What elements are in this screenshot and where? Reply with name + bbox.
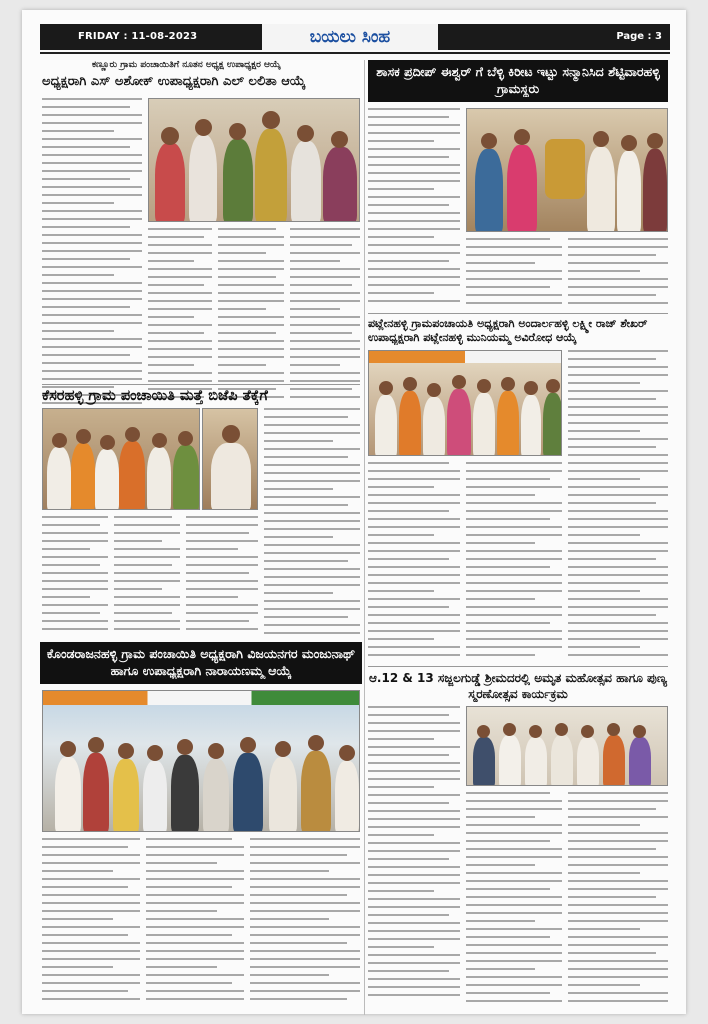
- separator: [368, 313, 668, 314]
- article-6-text-col2: [466, 792, 562, 1008]
- article-2-headline: ಶಾಸಕ ಪ್ರದೀಪ್ ಈಶ್ವರ್ ಗೆ ಬೆಳ್ಳಿ ಕಿರೀಟ ಇಟ್ಟು ಸನ್ಮಾನಿಸಿದ ಶೆಟ್ಟಿವಾರಹಳ್ಳಿ ಗ್ರಾಮಸ್ಥರು: [376, 64, 660, 96]
- article-2-photo: [466, 108, 668, 232]
- article-4-text-col1: [368, 462, 460, 662]
- article-3-photo: [42, 408, 200, 510]
- masthead: [40, 24, 670, 50]
- article-6-text-col3: [568, 792, 668, 1008]
- article-6-text-col1: [368, 706, 460, 1008]
- article-4-photo: [368, 350, 562, 456]
- newspaper-title: ಬಯಲು ಸಿಂಹ: [262, 24, 438, 50]
- article-2-text-col3: [568, 238, 668, 310]
- issue-date: FRIDAY : 11-08-2023: [78, 31, 198, 42]
- article-5-text-col2: [146, 838, 244, 1008]
- article-1-kicker: ಕಣ್ಣೂರು ಗ್ರಾಮ ಪಂಚಾಯಿತಿಗೆ ನೂತನ ಅಧ್ಯಕ್ಷ ಉಪಾಧ್ಯಕ್ಷರ ಆಯ್ಕೆ: [92, 60, 281, 70]
- article-5-photo: [42, 690, 360, 832]
- masthead-rule: [40, 52, 670, 54]
- article-4-text-col2: [466, 462, 562, 662]
- separator: [42, 384, 360, 385]
- article-3-text-col2: [114, 516, 180, 640]
- article-1-photo: [148, 98, 360, 222]
- article-5-text-col1: [42, 838, 140, 1008]
- article-4-headline: ಪಟ್ಲೇನಹಳ್ಳಿ ಗ್ರಾಮಪಂಚಾಯತಿ ಅಧ್ಯಕ್ಷರಾಗಿ ಅಂದಾರ್ಲಹಳ್ಳಿ ಲಕ್ಷ್ಮೀ ರಾಜ್ ಶೇಖರ್ ಉಪಾಧ್ಯಕ್ಷರಾಗಿ ಪಟ್ಲೇನಹಳ್ಳಿ ಮುನಿಯಮ್ಮ ಅವಿರೋಧ ಆಯ್ಕೆ: [368, 317, 648, 344]
- separator: [368, 666, 668, 667]
- article-1-text: [42, 98, 142, 410]
- article-1-text-col4: [290, 228, 360, 410]
- page-number: Page : 3: [616, 31, 662, 42]
- article-2-headline-box: [368, 60, 668, 102]
- article-2-text-col2: [466, 238, 562, 310]
- article-2-text-col1: [368, 108, 460, 310]
- article-1-headline: ಅಧ್ಯಕ್ಷರಾಗಿ ಎಸ್ ಅಶೋಕ್ ಉಪಾಧ್ಯಕ್ಷರಾಗಿ ಎಲ್ ಲಲಿತಾ ಆಯ್ಕೆ: [42, 74, 306, 89]
- article-6-photo: [466, 706, 668, 786]
- article-3-text-col1: [42, 516, 108, 640]
- article-5-text-col3: [250, 838, 360, 1008]
- article-1-text-col2: [148, 228, 212, 410]
- article-3-photo-2: [202, 408, 258, 510]
- article-3-headline: ಕೆಸರಹಳ್ಳಿ ಗ್ರಾಮ ಪಂಚಾಯಿತಿ ಮತ್ತೆ ಬಿಜೆಪಿ ತೆಕ್ಕೆಗೆ: [42, 388, 268, 404]
- article-5-headline-box: [40, 642, 362, 684]
- article-3-text-col3: [186, 516, 258, 640]
- article-3-text-col4: [264, 408, 360, 640]
- article-1-text-col3: [218, 228, 284, 410]
- article-4-text-col3: [568, 350, 668, 662]
- newspaper-page: [22, 10, 686, 1014]
- article-6-headline: ಆ.12 & 13 ಸಜ್ಜಲಗುಡ್ಡೆ ಶ್ರೀಮದರಲ್ಲಿ ಅಮೃತ ಮಹೋತ್ಸವ ಹಾಗೂ ಪುಣ್ಯ ಸ್ಮರಣೋತ್ಸವ ಕಾರ್ಯಕ್ರಮ: [369, 671, 667, 701]
- column-divider: [364, 60, 365, 1015]
- article-5-headline: ಕೊಂಡರಾಜನಹಳ್ಳಿ ಗ್ರಾಮ ಪಂಚಾಯಿತಿ ಅಧ್ಯಕ್ಷರಾಗಿ ವಿಜಯನಗರ ಮಂಜುನಾಥ್ ಹಾಗೂ ಉಪಾಧ್ಯಕ್ಷರಾಗಿ ನಾರಾಯಣಮ್ಮ ಆಯ್ಕೆ: [46, 646, 356, 678]
